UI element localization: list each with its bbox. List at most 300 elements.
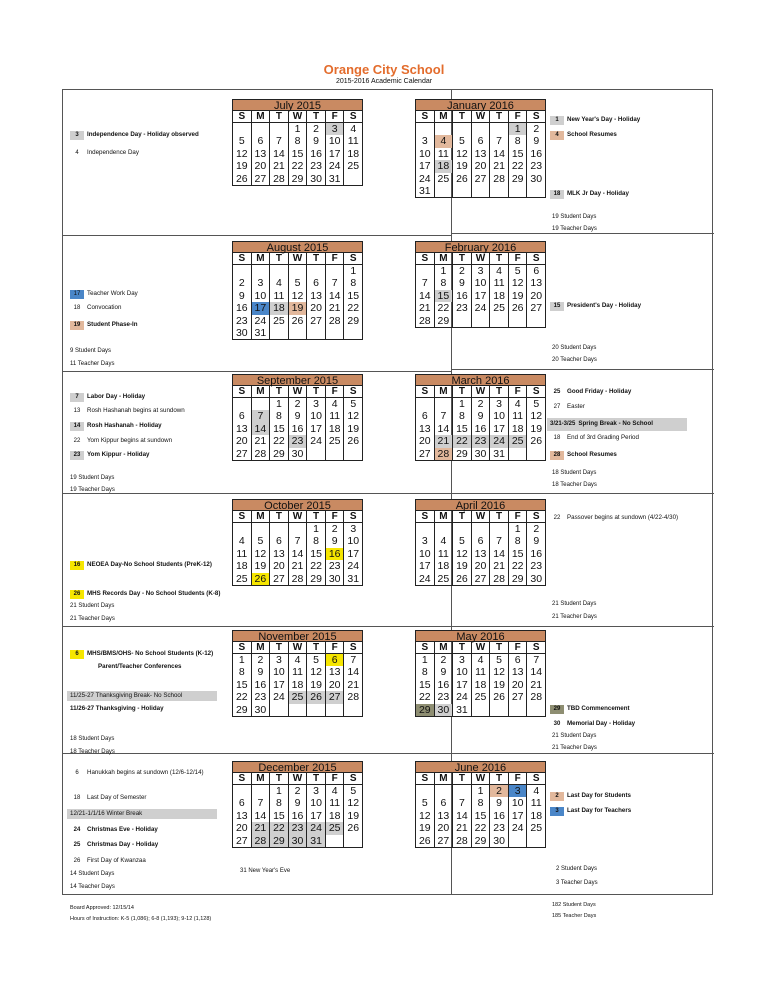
event-label: Spring Break - No School	[578, 420, 653, 428]
day-cell: 25	[270, 315, 289, 327]
empty-day-cell	[490, 704, 509, 716]
day-cell: 11	[435, 148, 454, 160]
day-cell: 24	[453, 691, 472, 703]
empty-day-cell	[270, 327, 289, 339]
event-label: Christmas Eve - Holiday	[87, 826, 158, 834]
day-cell: 16	[326, 548, 345, 560]
day-cell: 18	[270, 302, 289, 314]
day-cell: 24	[326, 160, 345, 172]
day-cell: 3	[490, 398, 509, 410]
day-cell: 29	[270, 835, 289, 847]
day-cell: 20	[509, 679, 528, 691]
week-row	[416, 679, 545, 691]
empty-day-cell	[509, 315, 528, 327]
apr-teacher-days: 21 Teacher Days	[552, 614, 597, 620]
day-cell: 3	[416, 535, 435, 547]
empty-day-cell	[233, 785, 252, 797]
week-row	[416, 691, 545, 703]
calendar-event	[70, 794, 147, 803]
school-title: Orange City School	[323, 62, 445, 77]
event-label: President's Day - Holiday	[567, 302, 642, 310]
day-cell: 25	[289, 691, 308, 703]
day-cell: 9	[533, 535, 540, 548]
empty-day-cell	[270, 265, 289, 277]
calendar-event	[70, 664, 181, 670]
day-cell: 13	[326, 666, 345, 678]
mar-student-days: 18 Student Days	[552, 470, 597, 476]
weekday-label: F	[326, 253, 345, 264]
day-cell: 30	[435, 704, 454, 716]
week-row	[233, 423, 362, 435]
empty-day-cell	[270, 123, 289, 135]
empty-day-cell	[344, 173, 362, 185]
week-row	[233, 573, 362, 585]
day-cell: 2	[326, 523, 345, 535]
day-cell: 15	[289, 148, 308, 160]
weekday-label: T	[453, 111, 472, 122]
day-cell: 8	[350, 277, 357, 290]
day-cell: 4	[270, 277, 289, 289]
day-cell: 3	[307, 785, 326, 797]
day-cell: 15	[233, 679, 252, 691]
day-cell: 8	[453, 410, 472, 422]
event-date: 27	[553, 404, 561, 410]
weekday-header	[233, 511, 362, 523]
day-cell: 30	[530, 172, 543, 185]
day-cell: 15	[435, 290, 454, 302]
day-cell: 26	[252, 573, 271, 585]
day-cell: 6	[252, 135, 271, 147]
day-cell: 20	[252, 160, 271, 172]
day-cell: 1	[453, 398, 472, 410]
day-cell: 27	[530, 302, 543, 315]
weekday-label: S	[416, 386, 435, 397]
day-cell: 19	[530, 422, 543, 435]
week-row	[416, 265, 545, 277]
weekday-label: W	[472, 642, 491, 653]
day-cell: 31	[453, 704, 472, 716]
day-cell: 27	[472, 573, 491, 585]
day-cell: 2	[533, 123, 540, 135]
day-cell: 23	[289, 822, 308, 834]
day-cell: 22	[453, 435, 472, 447]
day-cell: 20	[326, 679, 345, 691]
day-cell: 16	[435, 679, 454, 691]
week-row	[416, 523, 545, 535]
jun-teacher-days: 3 Teacher Days	[556, 880, 598, 886]
day-cell: 15	[270, 810, 289, 822]
day-cell: 4	[472, 654, 491, 666]
week-row	[233, 785, 362, 797]
event-date: 18	[553, 435, 561, 441]
weekday-label: S	[416, 111, 435, 122]
empty-day-cell	[509, 185, 528, 197]
day-cell: 1	[307, 523, 326, 535]
day-cell: 15	[307, 548, 326, 560]
week-row	[416, 654, 545, 666]
day-cell: 1	[289, 123, 308, 135]
event-label: Labor Day - Holiday	[87, 393, 146, 401]
empty-day-cell	[252, 523, 271, 535]
weekday-label: T	[453, 511, 472, 522]
day-cell: 25	[509, 435, 528, 447]
day-cell: 6	[326, 654, 345, 666]
day-cell: 28	[326, 315, 345, 327]
empty-day-cell	[453, 785, 472, 797]
month-name: August 2015	[233, 242, 362, 253]
day-cell: 26	[233, 173, 252, 185]
day-cell: 4	[289, 654, 308, 666]
day-cell: 30	[530, 572, 543, 585]
empty-day-cell	[527, 704, 545, 716]
event-label: Easter	[567, 403, 585, 411]
day-cell: 9	[252, 666, 271, 678]
calendar-event	[70, 437, 172, 446]
day-cell: 3	[509, 785, 528, 797]
event-label: Rosh Hashanah - Holiday	[87, 422, 162, 430]
empty-day-cell	[326, 327, 345, 339]
event-label: Independence Day - Holiday observed	[87, 131, 199, 139]
day-cell: 13	[435, 810, 454, 822]
day-cell: 1	[270, 398, 289, 410]
day-cell: 27	[326, 691, 345, 703]
day-cell: 21	[530, 678, 543, 691]
dec-new-years-eve: 31 New Year's Eve	[240, 868, 291, 874]
event-date: 22	[553, 515, 561, 521]
month-name: May 2016	[416, 631, 545, 642]
day-cell: 17	[347, 547, 360, 560]
week-row	[416, 435, 545, 447]
week-row	[233, 398, 362, 410]
weekday-label: F	[509, 111, 528, 122]
weekday-label: T	[490, 642, 509, 653]
day-cell: 18	[326, 423, 345, 435]
empty-day-cell	[344, 835, 362, 847]
day-cell: 21	[326, 302, 345, 314]
day-cell: 1	[233, 654, 252, 666]
week-row	[416, 123, 545, 135]
day-cell: 28	[289, 573, 308, 585]
day-cell: 8	[435, 277, 454, 289]
day-cell: 29	[289, 173, 308, 185]
day-cell: 9	[326, 535, 345, 547]
day-cell: 7	[453, 797, 472, 809]
day-cell: 11	[233, 548, 252, 560]
day-cell: 24	[472, 302, 491, 314]
day-cell: 4	[533, 785, 540, 797]
right-divider-2	[451, 369, 714, 370]
event-label: First Day of Kwanzaa	[87, 857, 146, 865]
day-cell: 28	[490, 573, 509, 585]
day-cell: 5	[453, 535, 472, 547]
empty-day-cell	[233, 265, 252, 277]
day-cell: 8	[509, 535, 528, 547]
empty-day-cell	[472, 523, 491, 535]
empty-day-cell	[527, 315, 545, 327]
day-cell: 10	[453, 666, 472, 678]
weekday-header	[233, 111, 362, 123]
day-cell: 7	[490, 135, 509, 147]
day-cell: 3	[270, 654, 289, 666]
calendar-event	[70, 769, 204, 778]
month-name: November 2015	[233, 631, 362, 642]
calendar-event	[70, 706, 164, 712]
weekday-label: S	[416, 511, 435, 522]
empty-day-cell	[472, 315, 491, 327]
empty-day-cell	[472, 123, 491, 135]
weekday-label: W	[289, 511, 308, 522]
event-date: 13	[73, 408, 81, 414]
day-cell: 16	[530, 547, 543, 560]
weekday-label: M	[435, 111, 454, 122]
day-cell: 2	[435, 654, 454, 666]
event-label: Hanukkah begins at sundown (12/6-12/14)	[87, 769, 204, 777]
calendar-event	[550, 451, 617, 460]
week-row	[416, 173, 545, 185]
day-cell: 12	[509, 277, 528, 289]
weekday-label: W	[472, 253, 491, 264]
event-label: Rosh Hashanah begins at sundown	[87, 407, 185, 415]
day-cell: 2	[490, 785, 509, 797]
event-label: NEOEA Day-No School Students (PreK-12)	[87, 561, 212, 569]
day-cell: 27	[307, 315, 326, 327]
day-cell: 2	[472, 398, 491, 410]
day-cell: 21	[453, 822, 472, 834]
day-cell: 19	[453, 160, 472, 172]
day-cell: 30	[326, 573, 345, 585]
event-label: Yom Kippur - Holiday	[87, 451, 150, 459]
day-cell: 15	[509, 548, 528, 560]
week-row	[233, 822, 362, 834]
day-cell: 24	[270, 691, 289, 703]
weekday-label: W	[289, 386, 308, 397]
day-cell: 20	[472, 560, 491, 572]
day-cell: 4	[326, 398, 345, 410]
month-name: January 2016	[416, 100, 545, 111]
weekday-label: F	[509, 773, 528, 784]
day-cell: 17	[416, 560, 435, 572]
day-cell: 26	[453, 173, 472, 185]
day-cell: 16	[289, 810, 308, 822]
day-cell: 16	[307, 148, 326, 160]
apr-student-days: 21 Student Days	[552, 601, 597, 607]
empty-day-cell	[435, 523, 454, 535]
event-label: 12/21-1/1/16 Winter Break	[70, 810, 143, 817]
calendar-event	[550, 705, 630, 714]
day-cell: 2	[289, 398, 308, 410]
empty-day-cell	[435, 398, 454, 410]
day-cell: 5	[416, 797, 435, 809]
day-cell: 16	[490, 810, 509, 822]
calendar-event	[67, 691, 217, 701]
day-cell: 10	[416, 548, 435, 560]
day-cell: 24	[490, 435, 509, 447]
weekday-label: S	[416, 253, 435, 264]
day-cell: 11	[289, 666, 308, 678]
empty-day-cell	[307, 265, 326, 277]
empty-day-cell	[453, 315, 472, 327]
day-cell: 10	[307, 410, 326, 422]
day-cell: 8	[233, 666, 252, 678]
event-date: 24	[73, 827, 81, 833]
empty-day-cell	[453, 123, 472, 135]
day-cell: 10	[307, 797, 326, 809]
weekday-label: T	[307, 511, 326, 522]
calendar-event	[550, 434, 639, 443]
day-cell: 19	[509, 290, 528, 302]
day-cell: 2	[289, 785, 308, 797]
weekday-label: W	[289, 111, 308, 122]
day-cell: 11	[270, 290, 289, 302]
empty-day-cell	[416, 785, 435, 797]
weekday-label: M	[252, 386, 271, 397]
day-cell: 5	[252, 535, 271, 547]
empty-day-cell	[416, 398, 435, 410]
day-cell: 21	[252, 822, 271, 834]
weekday-label: T	[270, 386, 289, 397]
day-cell: 28	[453, 835, 472, 847]
empty-day-cell	[435, 123, 454, 135]
empty-day-cell	[453, 523, 472, 535]
weekday-header	[233, 253, 362, 265]
empty-day-cell	[326, 265, 345, 277]
weekday-label: T	[270, 642, 289, 653]
event-date: 18	[73, 305, 81, 311]
dec-student-days: 14 Student Days	[70, 871, 115, 877]
weekday-label: W	[289, 642, 308, 653]
week-row	[416, 835, 545, 847]
day-cell: 13	[307, 290, 326, 302]
weekday-label: S	[416, 642, 435, 653]
day-cell: 5	[307, 654, 326, 666]
weekday-label: S	[532, 642, 540, 653]
day-cell: 29	[509, 173, 528, 185]
day-cell: 16	[472, 423, 491, 435]
day-cell: 8	[416, 666, 435, 678]
empty-day-cell	[453, 185, 472, 197]
calendar-event	[550, 514, 678, 523]
day-cell: 26	[347, 822, 360, 835]
weekday-header	[233, 642, 362, 654]
day-cell: 4	[233, 535, 252, 547]
day-cell: 22	[509, 160, 528, 172]
event-label: Christmas Day - Holiday	[87, 841, 159, 849]
weekday-label: T	[453, 773, 472, 784]
day-cell: 5	[350, 398, 357, 410]
day-cell: 17	[252, 302, 271, 314]
day-cell: 13	[233, 810, 252, 822]
day-cell: 21	[252, 435, 271, 447]
week-row	[416, 573, 545, 585]
day-cell: 10	[326, 135, 345, 147]
weekday-label: M	[252, 773, 271, 784]
day-cell: 19	[347, 422, 360, 435]
weekday-label: M	[252, 253, 271, 264]
day-cell: 14	[252, 423, 271, 435]
calendar-november-2015	[232, 630, 363, 717]
event-label: MLK Jr Day - Holiday	[567, 190, 629, 198]
week-row	[233, 173, 362, 185]
event-label: 11/25-27 Thanksgiving Break- No School	[70, 692, 183, 699]
day-cell: 25	[326, 435, 345, 447]
event-date: 23	[70, 451, 84, 460]
empty-day-cell	[289, 265, 308, 277]
week-row	[233, 691, 362, 703]
event-date: 17	[70, 290, 84, 299]
day-cell: 26	[530, 435, 543, 448]
day-cell: 11	[490, 277, 509, 289]
weekday-label: S	[532, 773, 540, 784]
calendar-event	[70, 393, 145, 402]
day-cell: 5	[233, 135, 252, 147]
day-cell: 28	[252, 448, 271, 460]
day-cell: 9	[289, 410, 308, 422]
week-row	[233, 148, 362, 160]
day-cell: 12	[530, 410, 543, 423]
event-label: Convocation	[87, 304, 122, 312]
event-date: 3/21-3/25	[550, 421, 576, 427]
day-cell: 14	[252, 810, 271, 822]
day-cell: 27	[252, 173, 271, 185]
day-cell: 6	[472, 535, 491, 547]
weekday-header	[416, 511, 545, 523]
day-cell: 7	[416, 277, 435, 289]
calendar-february-2016	[415, 241, 546, 328]
event-date: 16	[70, 561, 84, 570]
weekday-label: T	[307, 386, 326, 397]
calendar-may-2016	[415, 630, 546, 717]
day-cell: 21	[416, 302, 435, 314]
week-row	[233, 277, 362, 289]
day-cell: 5	[509, 265, 528, 277]
day-cell: 20	[307, 302, 326, 314]
day-cell: 13	[509, 666, 528, 678]
event-date: 18	[73, 795, 81, 801]
event-date: 25	[553, 389, 561, 395]
event-label: Teacher Work Day	[87, 290, 138, 298]
aug-student-days: 9 Student Days	[70, 348, 112, 354]
day-cell: 29	[307, 573, 326, 585]
empty-day-cell	[472, 704, 491, 716]
day-cell: 14	[289, 548, 308, 560]
calendar-event	[550, 388, 631, 397]
week-row	[233, 535, 362, 547]
day-cell: 15	[509, 148, 528, 160]
day-cell: 30	[307, 173, 326, 185]
weekday-label: W	[472, 386, 491, 397]
week-row	[233, 265, 362, 277]
empty-day-cell	[416, 265, 435, 277]
calendar-event	[70, 131, 199, 140]
day-cell: 22	[270, 822, 289, 834]
event-label: End of 3rd Grading Period	[567, 434, 639, 442]
day-cell: 9	[289, 797, 308, 809]
empty-day-cell	[435, 185, 454, 197]
week-row	[416, 548, 545, 560]
day-cell: 22	[472, 822, 491, 834]
day-cell: 5	[350, 785, 357, 797]
weekday-label: S	[349, 253, 357, 264]
weekday-label: T	[270, 511, 289, 522]
empty-day-cell	[270, 523, 289, 535]
calendar-event	[70, 561, 212, 570]
day-cell: 29	[453, 448, 472, 460]
weekday-label: F	[509, 386, 528, 397]
day-cell: 30	[490, 835, 509, 847]
day-cell: 24	[307, 822, 326, 834]
day-cell: 27	[472, 173, 491, 185]
weekday-label: S	[233, 773, 252, 784]
